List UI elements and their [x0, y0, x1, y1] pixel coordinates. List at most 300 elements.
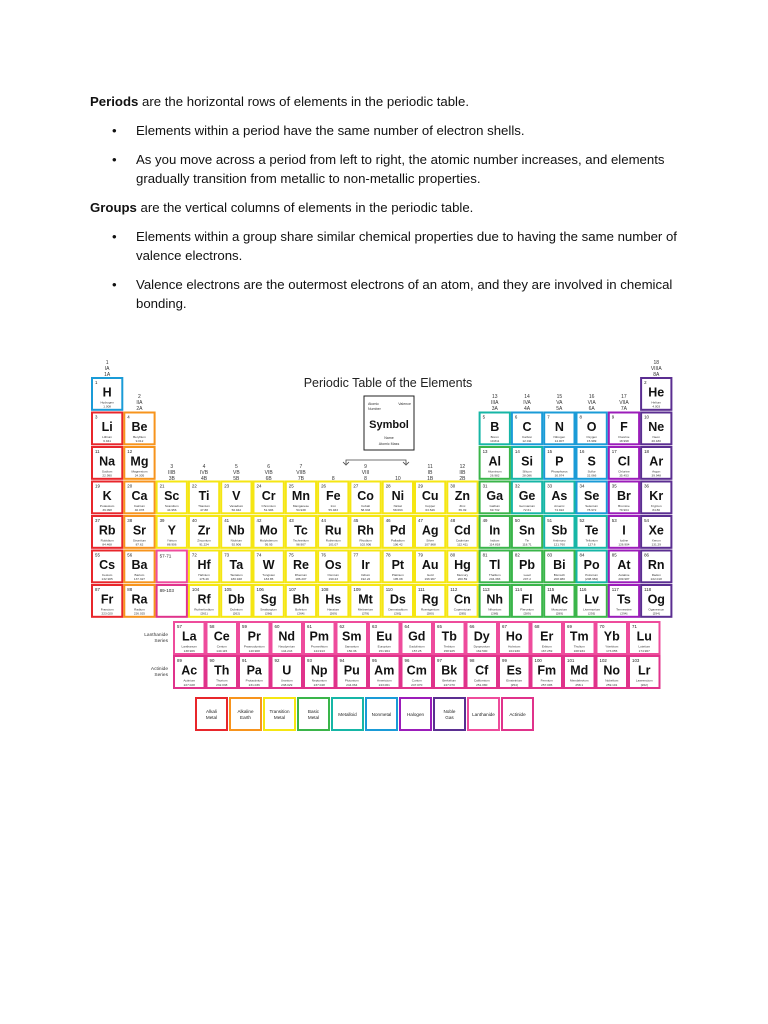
- element-name: Cerium: [216, 644, 227, 649]
- atomic-number: 113: [482, 587, 490, 592]
- element-name: Americium: [376, 678, 392, 683]
- atomic-mass: [266]: [265, 611, 273, 616]
- element-tile: [512, 447, 542, 479]
- atomic-mass: 132.905: [101, 577, 113, 582]
- atomic-mass: 186.207: [295, 577, 307, 582]
- atomic-mass: 69.732: [490, 508, 500, 513]
- atomic-number: 62: [339, 624, 345, 629]
- element-tile: [174, 622, 205, 654]
- element-name: Cesium: [101, 572, 113, 577]
- element-tile: [239, 622, 270, 654]
- group-label: 8A: [653, 372, 660, 378]
- element-symbol: Cl: [617, 454, 631, 469]
- atomic-mass: 74.922: [554, 508, 565, 513]
- atomic-mass: 173.055: [606, 648, 618, 653]
- element-name: Calcium: [133, 503, 146, 508]
- element-symbol: Mg: [130, 454, 149, 469]
- group-label: 7: [299, 464, 303, 470]
- atomic-number: 36: [644, 483, 649, 489]
- element-name: Astatine: [618, 572, 630, 577]
- atomic-number: 98: [469, 658, 475, 663]
- element-symbol: Lr: [638, 663, 651, 678]
- atomic-number: 118: [644, 587, 652, 592]
- element-name: Rhenium: [294, 572, 308, 577]
- legend-label: Lanthanide: [472, 711, 495, 717]
- legend-label: Noble: [443, 708, 456, 714]
- atomic-mass: 232.038: [216, 682, 228, 687]
- element-symbol: Cm: [406, 663, 427, 678]
- atomic-mass: 158.925: [443, 648, 455, 653]
- atomic-number: 108: [321, 587, 329, 592]
- element-tile: [92, 585, 122, 617]
- element-symbol: Cs: [99, 557, 116, 572]
- atomic-number: 20: [127, 483, 133, 489]
- legend-label: Metalloid: [338, 711, 357, 717]
- element-name: Phosphorus: [551, 469, 568, 474]
- element-symbol: Th: [214, 663, 230, 678]
- atomic-mass: 101.07: [328, 542, 338, 547]
- element-symbol: Er: [540, 629, 554, 644]
- atomic-number: 57: [177, 624, 182, 629]
- atomic-number: 47: [418, 518, 423, 523]
- element-name: Rhodium: [359, 538, 372, 543]
- atomic-mass: 140.115: [216, 648, 228, 653]
- atomic-mass: 14.007: [554, 439, 565, 444]
- element-symbol: Ga: [486, 488, 504, 503]
- element-tile: [577, 585, 607, 617]
- element-name: Vanadium: [229, 503, 244, 508]
- element-symbol: Ru: [324, 523, 342, 538]
- atomic-number: 61: [307, 624, 312, 629]
- element-name: Beryllium: [133, 434, 146, 439]
- element-tile: [609, 516, 639, 548]
- element-symbol: Co: [357, 488, 374, 503]
- element-symbol: Np: [310, 663, 328, 678]
- atomic-number: 3: [95, 414, 98, 420]
- atomic-mass: 65.39: [458, 508, 467, 513]
- atomic-number: 107: [288, 587, 297, 592]
- atomic-mass: 192.22: [360, 577, 371, 582]
- element-symbol: Sr: [132, 523, 147, 538]
- atomic-number: 111: [418, 587, 425, 592]
- element-tile: [415, 551, 445, 583]
- bullet-dot: •: [112, 277, 117, 292]
- group-label: 16: [588, 394, 595, 400]
- atomic-number: 84: [579, 552, 585, 558]
- element-tile: [415, 482, 445, 514]
- element-tile: [532, 622, 563, 654]
- element-symbol: Rb: [98, 523, 116, 538]
- atomic-number: 4: [127, 414, 130, 420]
- legend-label: Basic: [307, 708, 320, 714]
- element-name: Berkelium: [442, 678, 457, 683]
- element-tile: [577, 482, 607, 514]
- group-label: VA: [556, 400, 563, 406]
- legend-label: Nonmetal: [371, 711, 392, 717]
- atomic-mass: 92.906: [231, 542, 242, 547]
- group-label: IB: [427, 470, 433, 476]
- atomic-mass: 137.327: [133, 577, 146, 582]
- atomic-mass: 51.996: [263, 508, 274, 513]
- text-block: [90, 92, 680, 323]
- group-label: 11: [427, 464, 433, 470]
- element-tile: [286, 551, 316, 583]
- element-symbol: Og: [647, 592, 665, 607]
- element-symbol: Ne: [648, 419, 665, 434]
- element-symbol: U: [282, 663, 292, 678]
- atomic-number: 116: [579, 587, 587, 592]
- atomic-number: 115: [547, 587, 555, 592]
- element-tile: [544, 413, 574, 445]
- atomic-number: 89: [177, 658, 182, 663]
- element-tile: [544, 551, 574, 583]
- group-label: VIII: [361, 470, 370, 476]
- element-tile: [92, 516, 122, 548]
- element-name: Hassium: [327, 607, 340, 612]
- atomic-mass: [262]: [232, 611, 240, 616]
- element-tile: [499, 656, 530, 688]
- group-label: 4A: [523, 406, 531, 412]
- group-label: 17: [621, 394, 627, 400]
- atomic-number: 42: [256, 518, 262, 523]
- atomic-mass: 243.061: [378, 682, 390, 687]
- atomic-mass: 162.500: [476, 648, 488, 653]
- atomic-mass: 178.49: [199, 577, 209, 582]
- element-name: Gold: [426, 572, 434, 577]
- atomic-mass: 39.098: [102, 508, 112, 513]
- atomic-number: 12: [127, 449, 133, 454]
- element-tile: [467, 622, 498, 654]
- atomic-mass: 26.982: [490, 473, 500, 478]
- bullet-item: [90, 227, 680, 265]
- legend-label: Metal: [307, 714, 320, 720]
- element-tile: [207, 656, 238, 688]
- element-name: Neptunium: [311, 678, 327, 683]
- element-tile: [480, 585, 510, 617]
- element-symbol: Hs: [325, 592, 342, 607]
- element-symbol: Ho: [505, 629, 523, 644]
- element-symbol: Ce: [213, 629, 230, 644]
- group-label: 14: [524, 394, 530, 400]
- element-symbol: Tm: [569, 629, 589, 644]
- element-tile: [272, 656, 303, 688]
- atomic-mass: 63.546: [425, 508, 435, 513]
- atomic-mass: [294]: [620, 611, 628, 616]
- atomic-number: 50: [514, 518, 520, 523]
- atomic-mass: 102.906: [359, 542, 372, 547]
- element-name: Sodium: [101, 469, 113, 474]
- atomic-number: 25: [288, 483, 294, 489]
- element-name: Iron: [330, 503, 336, 508]
- atomic-number: 102: [599, 658, 607, 663]
- element-symbol: Ra: [131, 592, 148, 607]
- atomic-number: 106: [256, 587, 264, 592]
- element-symbol: Sm: [342, 629, 362, 644]
- atomic-number: 88: [127, 587, 133, 592]
- group-label: IA: [104, 366, 110, 372]
- element-tile: [544, 585, 574, 617]
- element-name: Samarium: [344, 644, 359, 649]
- group-label: 2: [138, 394, 141, 400]
- atomic-number: 66: [469, 624, 475, 629]
- element-tile: [641, 516, 671, 548]
- atomic-mass: 40.078: [134, 508, 145, 513]
- element-name: Barium: [134, 572, 145, 577]
- atomic-mass: 244.064: [346, 682, 358, 687]
- atomic-mass: 24.305: [134, 473, 145, 478]
- atomic-number: 41: [224, 518, 230, 523]
- atomic-number: 87: [95, 587, 100, 592]
- group-label: 5B: [233, 476, 240, 482]
- atomic-mass: 44.956: [167, 508, 177, 513]
- element-symbol: Si: [521, 454, 533, 469]
- element-name: Silver: [426, 538, 435, 543]
- atomic-mass: [280]: [426, 611, 434, 616]
- atomic-number: 55: [95, 552, 100, 558]
- element-symbol: Md: [570, 663, 589, 678]
- element-name: Tennessine: [616, 607, 632, 612]
- atomic-mass: 174.967: [638, 648, 650, 653]
- atomic-mass: 204.383: [489, 577, 501, 582]
- element-symbol: Cu: [421, 488, 439, 503]
- atomic-mass: 190.23: [328, 577, 338, 582]
- element-tile: [207, 622, 238, 654]
- atomic-mass: 106.42: [393, 542, 403, 547]
- element-tile: [564, 622, 595, 654]
- group-label: IIIA: [490, 400, 499, 406]
- atomic-number: 24: [256, 483, 262, 489]
- element-name: Radium: [134, 607, 145, 612]
- atomic-number: 71: [632, 624, 637, 629]
- element-tile: [157, 482, 187, 514]
- element-tile: [383, 482, 413, 514]
- element-name: Niobium: [230, 538, 243, 543]
- legend-label: Metal: [273, 714, 286, 720]
- element-name: Cadmium: [455, 538, 470, 543]
- atomic-number: 37: [95, 518, 100, 523]
- element-name: Uranium: [280, 678, 293, 683]
- element-symbol: Os: [324, 557, 342, 572]
- group-label: 2A: [136, 406, 143, 412]
- group-label: 4B: [200, 476, 208, 482]
- element-name: Scandium: [164, 503, 179, 508]
- element-name: Fermium: [540, 678, 553, 683]
- element-symbol: He: [648, 385, 665, 400]
- element-tile: [597, 656, 628, 688]
- element-symbol: Ge: [518, 488, 536, 503]
- element-symbol: Pt: [391, 557, 405, 572]
- element-tile: [447, 551, 477, 583]
- group-label: 10: [395, 476, 401, 482]
- element-symbol: Zr: [197, 523, 211, 538]
- atomic-mass: 84.468: [102, 542, 112, 547]
- element-name: Ytterbium: [605, 644, 619, 649]
- element-name: Silicon: [522, 469, 532, 474]
- atomic-mass: 223.020: [101, 611, 113, 616]
- group-label: VB: [233, 470, 240, 476]
- element-symbol: La: [181, 629, 197, 644]
- atomic-mass: 95.95: [264, 542, 273, 547]
- atomic-number: 114: [514, 587, 522, 592]
- element-name: Nihonium: [488, 607, 502, 612]
- element-name: Gallium: [489, 503, 500, 508]
- atomic-mass: 15.999: [586, 439, 597, 444]
- atomic-mass: 78.972: [586, 508, 597, 513]
- group-label: 9: [364, 464, 367, 470]
- atomic-number: 30: [450, 483, 456, 489]
- legend-label: Actinide: [509, 711, 526, 717]
- group-label: IVB: [200, 470, 209, 476]
- element-tile: [577, 516, 607, 548]
- element-tile: [512, 551, 542, 583]
- element-name: Osmium: [327, 572, 340, 577]
- atomic-mass: 35.453: [619, 473, 629, 478]
- group-label: 8: [331, 476, 335, 482]
- atomic-mass: 138.906: [183, 648, 195, 653]
- atomic-mass: 47.88: [200, 508, 208, 513]
- group-label: VIIIA: [650, 366, 662, 372]
- groups-definition: are the vertical columns of elements in the periodic table.: [136, 200, 474, 215]
- element-symbol: Gd: [408, 629, 426, 644]
- key-mass: Atomic Mass: [378, 442, 400, 446]
- element-tile: [415, 585, 445, 617]
- element-symbol: K: [102, 488, 112, 503]
- atomic-mass: [264]: [297, 611, 305, 616]
- element-name: Platinum: [391, 572, 404, 577]
- bullet-dot: •: [112, 229, 117, 244]
- element-name: Aluminum: [487, 469, 502, 474]
- atomic-mass: 144.243: [281, 648, 293, 653]
- atomic-number: 79: [418, 552, 423, 558]
- element-name: Flerovium: [520, 607, 534, 612]
- atomic-mass: [293]: [588, 611, 596, 616]
- element-symbol: Tb: [441, 629, 457, 644]
- legend-label: Halogen: [406, 711, 425, 717]
- element-symbol: Hg: [454, 557, 471, 572]
- element-symbol: Be: [131, 419, 148, 434]
- element-tile: [402, 622, 433, 654]
- element-name: Nitrogen: [553, 434, 566, 439]
- atomic-number: 51: [547, 518, 553, 523]
- element-symbol: Cn: [454, 592, 471, 607]
- element-name: Curium: [411, 678, 422, 683]
- periods-paragraph: [90, 92, 680, 111]
- element-symbol: S: [587, 454, 596, 469]
- group-label: 1: [105, 360, 109, 366]
- group-label: 8: [364, 476, 367, 482]
- element-name: Protactinium: [245, 678, 263, 683]
- element-name: Argon: [652, 469, 661, 474]
- element-name: Einsteinium: [506, 678, 523, 683]
- element-tile: [369, 656, 400, 688]
- element-symbol: Mc: [550, 592, 569, 607]
- element-tile: [447, 482, 477, 514]
- element-tile: [641, 378, 671, 410]
- atomic-mass: 114.818: [489, 542, 501, 547]
- element-symbol: Pm: [309, 629, 329, 644]
- atomic-mass: [289]: [555, 611, 563, 616]
- element-symbol: Eu: [376, 629, 393, 644]
- atomic-number: 78: [385, 552, 391, 558]
- element-tile: [157, 516, 187, 548]
- atomic-number: 80: [450, 552, 456, 558]
- element-tile: [350, 585, 380, 617]
- element-symbol: Rf: [197, 592, 211, 607]
- element-symbol: Dy: [473, 629, 490, 644]
- atomic-mass: [278]: [362, 611, 369, 616]
- element-name: Selenium: [585, 503, 599, 508]
- element-tile: [92, 551, 122, 583]
- bullet-item: [90, 121, 680, 140]
- group-label: 4: [202, 464, 206, 470]
- element-tile: [499, 622, 530, 654]
- element-name: Nickel: [393, 503, 403, 508]
- atomic-mass: 237.048: [313, 682, 325, 687]
- element-symbol: As: [551, 488, 568, 503]
- element-symbol: Br: [616, 488, 631, 503]
- atomic-number: 73: [224, 552, 230, 558]
- atomic-number: 64: [404, 624, 410, 629]
- atomic-number: 34: [579, 483, 585, 489]
- atomic-number: 77: [353, 552, 359, 558]
- element-tile: [337, 656, 368, 688]
- element-name: Zirconium: [197, 538, 211, 543]
- element-name: Holmium: [508, 644, 521, 649]
- element-symbol: Lu: [636, 629, 652, 644]
- element-tile: [480, 516, 510, 548]
- element-name: Fluorine: [618, 434, 630, 439]
- element-name: Indium: [490, 538, 500, 543]
- atomic-number: 68: [534, 624, 540, 629]
- atomic-mass: 140.908: [248, 648, 260, 653]
- element-symbol: Nd: [278, 629, 296, 644]
- element-tile: [609, 482, 639, 514]
- element-tile: [286, 516, 316, 548]
- group-label: IIIB: [167, 470, 176, 476]
- element-name: Plutonium: [344, 678, 359, 683]
- element-symbol: Sc: [164, 488, 180, 503]
- legend-label: Earth: [240, 714, 251, 720]
- legend-label: Gas: [445, 714, 454, 720]
- periods-definition: are the horizontal rows of elements in the periodic table.: [138, 94, 469, 109]
- element-tile: [480, 551, 510, 583]
- atomic-number: 32: [514, 483, 520, 489]
- atomic-number: 6: [514, 414, 518, 420]
- group-label: 2B: [459, 476, 466, 482]
- element-name: Copernicium: [453, 607, 472, 612]
- group-label: IVA: [523, 400, 531, 406]
- atomic-mass: 150.36: [347, 648, 357, 653]
- element-name: Erbium: [541, 644, 552, 649]
- atomic-number: 53: [611, 518, 617, 523]
- element-tile: [609, 447, 639, 479]
- atomic-mass: 1.008: [103, 404, 112, 409]
- element-name: Lead: [523, 572, 531, 577]
- atomic-number: 18: [644, 449, 649, 454]
- atomic-number: 9: [611, 414, 615, 420]
- element-name: Californium: [473, 678, 490, 683]
- element-symbol: Pu: [343, 663, 360, 678]
- element-tile: [467, 656, 498, 688]
- element-tile: [124, 413, 154, 445]
- element-symbol: In: [489, 523, 501, 538]
- atomic-number: 13: [482, 449, 488, 454]
- atomic-mass: 222.018: [650, 577, 662, 582]
- atomic-number: 109: [353, 587, 361, 592]
- element-symbol: Pr: [247, 629, 261, 644]
- atomic-number: 72: [191, 552, 197, 558]
- element-name: Livermorium: [583, 607, 601, 612]
